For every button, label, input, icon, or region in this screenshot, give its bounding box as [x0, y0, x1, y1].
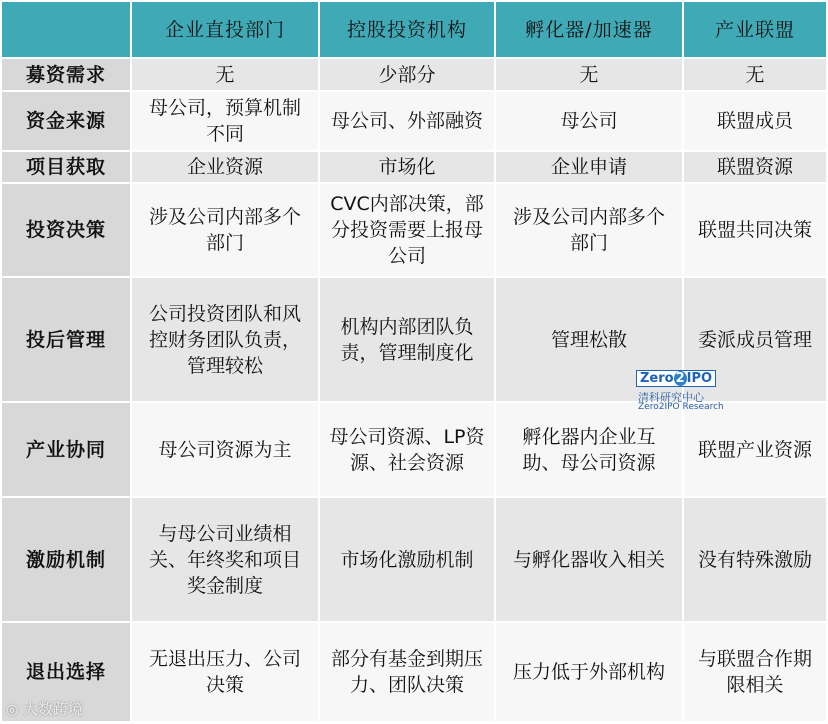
row-label: 投资决策 [1, 183, 131, 277]
table-cell: 与母公司业绩相关、年终奖和项目奖金制度 [131, 497, 319, 622]
table-cell: CVC内部决策，部分投资需要上报母公司 [319, 183, 495, 277]
table-cell: 部分有基金到期压力、团队决策 [319, 622, 495, 722]
table-cell: 少部分 [319, 58, 495, 91]
table-cell: 母公司、外部融资 [319, 91, 495, 151]
row-label: 激励机制 [1, 497, 131, 622]
table-cell: 母公司，预算机制不同 [131, 91, 319, 151]
header-incubator: 孵化器/加速器 [495, 1, 683, 58]
table-row [1, 91, 827, 151]
table-cell: 管理松散 [495, 277, 683, 402]
table-row [1, 402, 827, 497]
header-holding-investment: 控股投资机构 [319, 1, 495, 58]
table-cell: 无 [683, 58, 827, 91]
table-cell: 市场化 [319, 151, 495, 183]
header-industry-alliance: 产业联盟 [683, 1, 827, 58]
table-cell: 无 [131, 58, 319, 91]
table-cell: 与孵化器收入相关 [495, 497, 683, 622]
table-cell: 企业申请 [495, 151, 683, 183]
table-cell: 委派成员管理 [683, 277, 827, 402]
table-row [1, 58, 827, 91]
table-row [1, 151, 827, 183]
logo-brand: Zero 2 IPO [636, 370, 716, 387]
table-row [1, 622, 827, 722]
table-cell: 母公司资源、LP资源、社会资源 [319, 402, 495, 497]
table-cell: 市场化激励机制 [319, 497, 495, 622]
zero2ipo-logo [636, 370, 746, 416]
table-cell: 无退出压力、公司决策 [131, 622, 319, 722]
logo-mark-icon: ◎ [6, 702, 19, 718]
table-cell: 母公司资源为主 [131, 402, 319, 497]
header-corner [1, 1, 131, 58]
table-cell: 机构内部团队负责，管理制度化 [319, 277, 495, 402]
table-cell: 母公司 [495, 91, 683, 151]
table-header-row [1, 1, 827, 58]
table-cell: 孵化器内企业互助、母公司资源 [495, 402, 683, 497]
table-row [1, 497, 827, 622]
row-label: 项目获取 [1, 151, 131, 183]
table-cell: 无 [495, 58, 683, 91]
logo-chinese-text: 清科研究中心 [638, 391, 704, 404]
row-label: 资金来源 [1, 91, 131, 151]
table-cell: 联盟共同决策 [683, 183, 827, 277]
table-cell: 联盟产业资源 [683, 402, 827, 497]
table-cell: 涉及公司内部多个部门 [131, 183, 319, 277]
table-cell: 联盟成员 [683, 91, 827, 151]
table-cell: 涉及公司内部多个部门 [495, 183, 683, 277]
logo-english-text: Zero2IPO Research [638, 402, 724, 412]
table-cell: 没有特殊激励 [683, 497, 827, 622]
table-cell: 企业资源 [131, 151, 319, 183]
table-cell: 公司投资团队和风控财务团队负责，管理较松 [131, 277, 319, 402]
header-corporate-direct: 企业直投部门 [131, 1, 319, 58]
watermark-text: 大数跨境 [23, 700, 84, 718]
table-cell: 与联盟合作期限相关 [683, 622, 827, 722]
table-row [1, 183, 827, 277]
watermark [6, 698, 83, 719]
table-cell: 压力低于外部机构 [495, 622, 683, 722]
row-label: 募资需求 [1, 58, 131, 91]
row-label: 退出选择 [1, 622, 131, 722]
row-label: 产业协同 [1, 402, 131, 497]
table-cell: 联盟资源 [683, 151, 827, 183]
row-label: 投后管理 [1, 277, 131, 402]
